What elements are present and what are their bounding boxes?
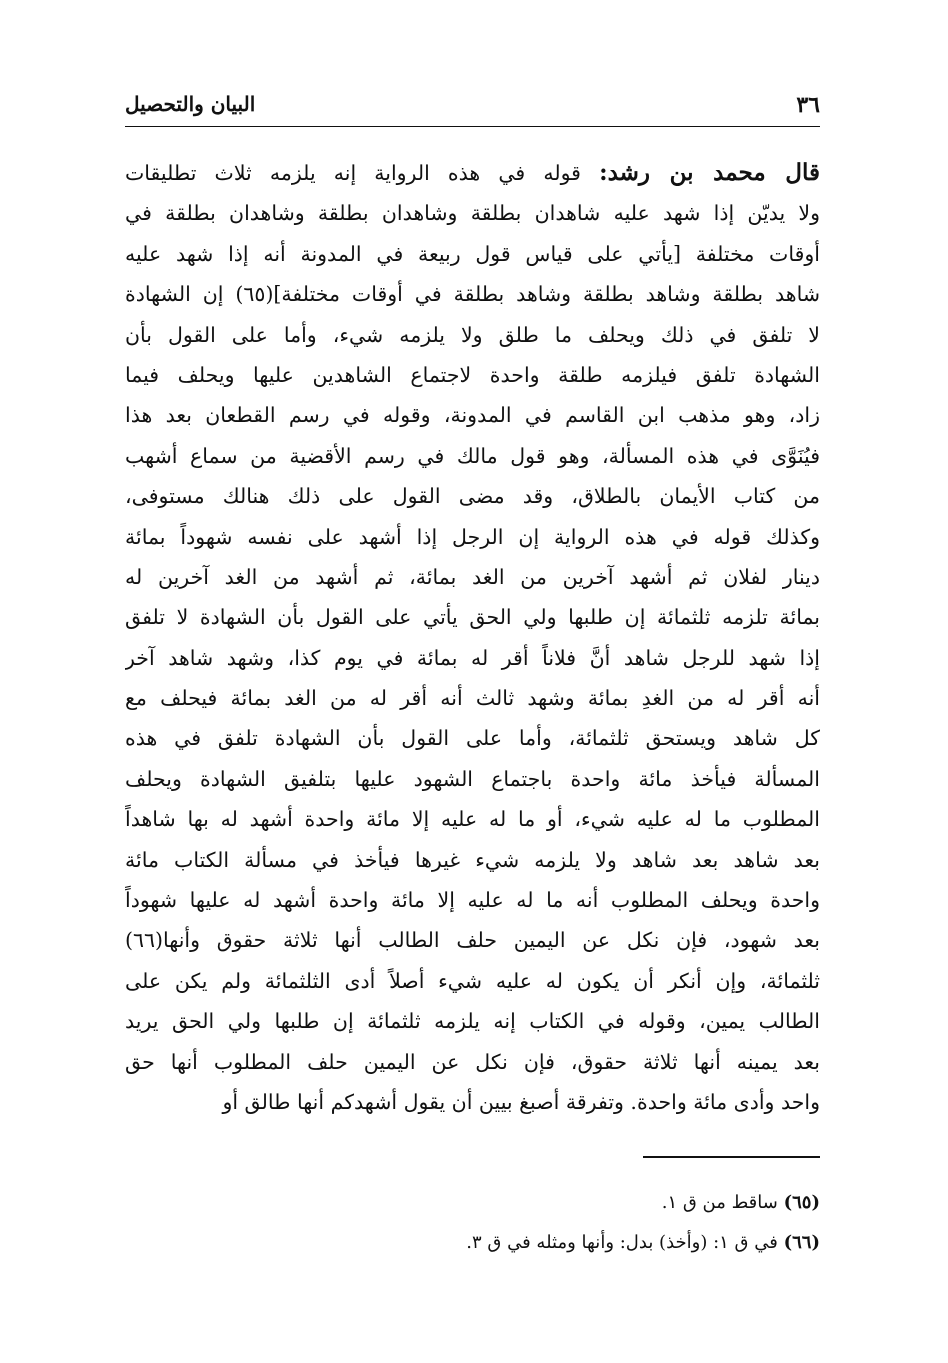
text-line: لا تلفق في ذلك ويحلف ما طلق ولا يلزمه شيء، وأما على القول بأن — [125, 322, 820, 347]
text-line: من كتاب الأيمان بالطلاق، وقد مضى القول على ذلك هنالك مستوفى، — [125, 484, 820, 509]
text-line: دينار لفلان ثم أشهد آخرين من الغد بمائة، ثم أشهد من الغد آخرين له — [125, 564, 820, 589]
text-line: واحد وأدى مائة واحدة. وتفرقة أصبغ بيين أن يقول أشهدكم أنها طالق أو — [222, 1089, 820, 1114]
page-number: ٣٦ — [796, 92, 820, 118]
text-line: بعد شاهد بعد شاهد ولا يلزمه شيء غيرها فيأخذ في مسألة الكتاب مائة — [125, 847, 820, 872]
text-line: كل شاهد ويستحق ثلثمائة، وأما على القول بأن الشهادة تلفق في هذه — [125, 726, 820, 751]
text-line: الشهادة تلفق فيلزمه طلقة واحدة لاجتماع الشاهدين عليها ويحلف فيما — [125, 362, 820, 387]
footnote-number: (٦٥) — [783, 1192, 820, 1213]
text-line: وكذلك قوله في هذه الرواية إن الرجل إذا أشهد على نفسه شهوداً بمائة — [125, 524, 820, 549]
text-line: قال محمد بن رشد: قوله في هذه الرواية إنه يلزمه ثلاث تطليقات — [125, 159, 820, 186]
text-line: ولا يديّن إذا شهد عليه شاهدان بطلقة وشاهدان بطلقة وشاهدان بطلقة في — [125, 201, 820, 226]
text-line: أوقات مختلفة [يأتي على قياس قول ربيعة في المدونة أنه إذا شهد عليه — [125, 241, 820, 266]
text-line: بعد يمينه أنها ثلاثة حقوق، فإن نكل عن اليمين حلف المطلوب أنها حق — [125, 1049, 820, 1074]
running-title: البيان والتحصيل — [125, 92, 256, 116]
footnote-text: في ق ١: (وأخذ) بدل: وأنها ومثله في ق ٣. — [466, 1232, 778, 1253]
footnote-text: ساقط من ق ١. — [661, 1192, 778, 1213]
text-line: الطالب يمين، وقوله في الكتاب إنه يلزمه ثلثمائة إن طلبها ولي الحق يريد — [125, 1009, 820, 1034]
text-line: ثلثمائة، وإن أنكر أن يكون له عليه شيء أصلاً أدى الثلثمائة ولم يكن على — [125, 968, 820, 993]
footnote-divider — [643, 1156, 820, 1158]
text-line: شاهد بطلقة وشاهد بطلقة وشاهد بطلقة في أوقات مختلفة](٦٥) إن الشهادة — [125, 282, 820, 307]
footnotes — [125, 1183, 820, 1263]
text-line: أنه أقر له من الغدِ بمائة وشهد ثالث أنه أقر له من الغد بمائة فيحلف مع — [125, 686, 820, 711]
text-line: فيُنَوَّى في هذه المسألة، وهو قول مالك في رسم الأقضية من سماع أشهب — [125, 443, 820, 468]
text-line: بعد شهود، فإن نكل عن اليمين حلف الطالب أنها ثلاثة حقوق وأنها(٦٦) — [125, 928, 820, 953]
text-line: واحدة ويحلف المطلوب أنه ما له عليه إلا مائة واحدة أشهد له عليها شهوداً — [125, 888, 820, 913]
text-line: إذا شهد للرجل شاهد أنَّ فلاناً أقر له بمائة في يوم كذا، وشهد شاهد آخر — [125, 645, 820, 670]
text-line: المسألة فيأخذ مائة واحدة باجتماع الشهود عليها بتلفيق الشهادة ويحلف — [125, 766, 820, 791]
page-header — [125, 90, 820, 127]
text-line: المطلوب ما له عليه شيء، أو ما له عليه إلا مائة واحدة أشهد له بها شاهداً — [125, 807, 820, 832]
footnote-number: (٦٦) — [783, 1232, 820, 1253]
speaker-label: قال محمد بن رشد: — [599, 159, 820, 186]
text-line: بمائة تلزمه ثلثمائة إن طلبها ولي الحق يأتي على القول بأن الشهادة لا تلفق — [125, 605, 820, 630]
text-line: زاد، وهو مذهب ابن القاسم في المدونة، وقوله في رسم القطعان بعد هذا — [125, 403, 820, 428]
footnote — [125, 1223, 820, 1263]
main-text — [125, 153, 820, 1122]
footnote — [125, 1183, 820, 1223]
